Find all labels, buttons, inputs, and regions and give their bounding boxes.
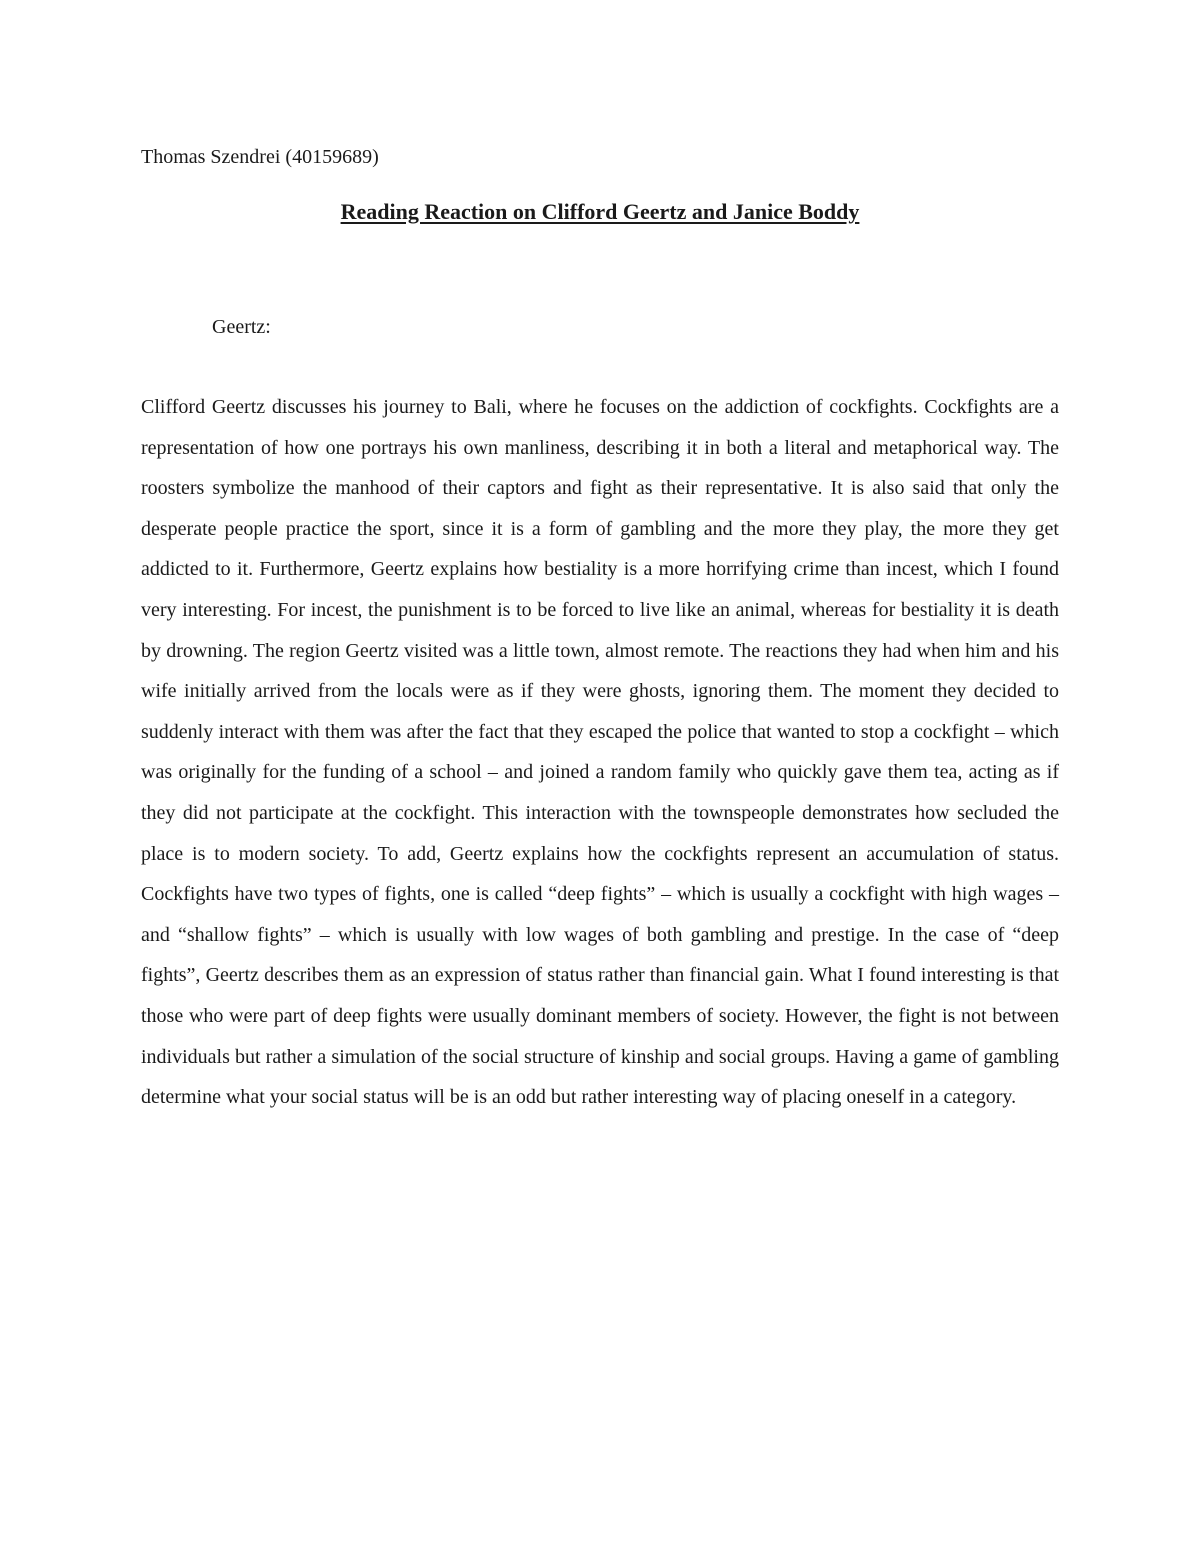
document-title: Reading Reaction on Clifford Geertz and Janice Boddy — [340, 199, 860, 224]
author-line: Thomas Szendrei (40159689) — [141, 146, 379, 168]
section-heading-geertz: Geertz: — [212, 316, 271, 338]
body-paragraph: Clifford Geertz discusses his journey to Bali, where he focuses on the addiction of cockfights. Cockfights are a representation of how one portrays his own manliness, describing it in both a literal and metaphorical way. The roosters symbolize the manhood of their captors and fight as their representative. It is also said that only the desperate people practice the sport, since it is a form of gambling and the more they play, the more they get addicted to it. Furthermore, Geertz explains how bestiality is a more horrifying crime than incest, which I found very interesting. For incest, the punishment is to be forced to live like an animal, whereas for bestiality it is death by drowning. The region Geertz visited was a little town, almost remote. The reactions they had when him and his wife initially arrived from the locals were as if they were ghosts, ignoring them. The moment they decided to suddenly interact with them was after the fact that they escaped the police that wanted to stop a cockfight – which was originally for the funding of a school – and joined a random family who quickly gave them tea, acting as if they did not participate at the cockfight. This interaction with the townspeople demonstrates how secluded the place is to modern society. To add, Geertz explains how the cockfights represent an accumulation of status. Cockfights have two types of fights, one is called “deep fights” – which is usually a cockfight with high wages – and “shallow fights” – which is usually with low wages of both gambling and prestige. In the case of “deep fights”, Geertz describes them as an expression of status rather than financial gain. What I found interesting is that those who were part of deep fights were usually dominant members of society. However, the fight is not between individuals but rather a simulation of the social structure of kinship and social groups. Having a game of gambling determine what your social status will be is an odd but rather interesting way of placing oneself in a category. — [141, 396, 1059, 1109]
